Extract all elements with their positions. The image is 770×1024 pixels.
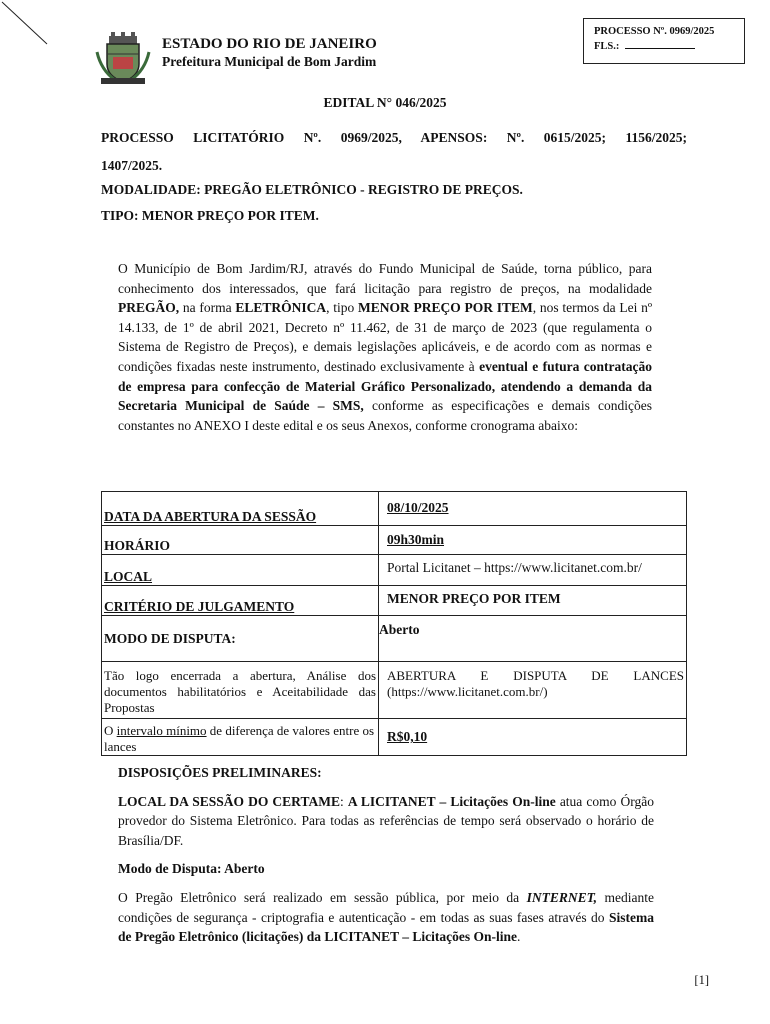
modo-disputa-heading: Modo de Disputa: Aberto xyxy=(118,861,265,877)
local-sessao-label: LOCAL DA SESSÃO DO CERTAME xyxy=(118,793,340,809)
disposicoes-section xyxy=(118,763,654,956)
table-value-modo-disputa: Aberto xyxy=(379,616,687,662)
corner-fold-line xyxy=(0,0,70,60)
prefeitura-name: Prefeitura Municipal de Bom Jardim xyxy=(162,54,377,69)
intervalo-text-pre: O xyxy=(104,723,117,738)
disposicoes-title: DISPOSIÇÕES PRELIMINARES: xyxy=(118,765,322,780)
modalidade-line: MODALIDADE: PREGÃO ELETRÔNICO - REGISTRO DE PREÇOS. xyxy=(101,182,523,197)
intervalo-text-post: de diferença de valores entre os lances xyxy=(104,723,375,754)
table-value-criterio: MENOR PREÇO POR ITEM xyxy=(379,586,687,616)
letterhead xyxy=(162,35,377,70)
process-stamp-box xyxy=(583,18,745,64)
local-sessao-sep: : xyxy=(339,793,348,809)
table-row xyxy=(102,555,687,586)
table-label-analise: Tão logo encerrada a abertura, Análise dos documentos habilitatórios e Aceitabilidade das Propostas xyxy=(102,662,379,719)
processo-line-1: PROCESSO LICITATÓRIO Nº. 0969/2025, APENSOS: Nº. 0615/2025; 1156/2025; xyxy=(101,130,687,145)
table-label-criterio: CRITÉRIO DE JULGAMENTO xyxy=(102,586,379,616)
main-paragraph xyxy=(118,259,652,435)
table-label-data-abertura: DATA DA ABERTURA DA SESSÃO xyxy=(102,492,379,526)
table-value-intervalo: R$0,10 xyxy=(379,719,687,756)
edital-title: EDITAL N° 046/2025 xyxy=(323,95,447,110)
table-label-modo-disputa: MODO DE DISPUTA: xyxy=(102,616,379,662)
para-text-2: na forma xyxy=(179,300,236,316)
page-number: [1] xyxy=(694,973,709,987)
local-sessao-paragraph xyxy=(118,792,654,851)
pregao-paragraph xyxy=(118,888,654,947)
table-row xyxy=(102,616,687,662)
para-text-4: , nos termos da Lei nº 14.133, de 1º de abril 2021, Decreto nº 11.462, de 31 de março de 2023 (que regulamenta o Sistema de Registro de Preços), e demais legislações aplicáveis, e de acordo com as normas e condições fixadas neste instrumento, destinado exclusivamente à xyxy=(118,300,653,374)
fls-blank-line xyxy=(625,39,695,49)
pregao-text-3: . xyxy=(516,929,521,945)
table-row xyxy=(102,662,687,719)
para-bold-pregao: PREGÃO, xyxy=(118,300,180,316)
table-value-data-abertura: 08/10/2025 xyxy=(379,492,687,526)
local-sessao-text: atua como Órgão provedor do Sistema Eletrônico. Para todas as referências de tempo será observado o horário de Brasília/DF. xyxy=(118,793,654,848)
fls-row xyxy=(594,39,744,54)
table-value-analise: ABERTURA E DISPUTA DE LANCES (https://www.licitanet.com.br/) xyxy=(379,662,687,719)
para-text-5: conforme as especificações e demais condições constantes no ANEXO I deste edital e os seus Anexos, conforme cronograma abaixo: xyxy=(118,398,652,433)
table-row xyxy=(102,526,687,555)
para-bold-eletronica: ELETRÔNICA xyxy=(235,300,327,316)
fls-label: FLS.: xyxy=(594,41,620,52)
table-row xyxy=(102,719,687,756)
licitanet-name: A LICITANET – Licitações On-line xyxy=(347,793,556,809)
para-text-3: , tipo xyxy=(326,300,359,316)
process-number: PROCESSO Nº. 0969/2025 xyxy=(594,26,715,37)
para-bold-menor-preco: MENOR PREÇO POR ITEM xyxy=(358,300,533,316)
table-row xyxy=(102,492,687,526)
internet-emphasis: INTERNET, xyxy=(526,889,598,905)
para-text-1: O Município de Bom Jardim/RJ, através do Fundo Municipal de Saúde, torna público, para conhecimento dos interessados, que fará licitação para registro de preços, na modalidade xyxy=(118,261,652,296)
para-bold-object: eventual e futura contratação de empresa para confecção de Material Gráfico Personalizado, atendendo a demanda da Secretaria Municipal de Saúde – SMS, xyxy=(118,358,652,414)
table-value-local: Portal Licitanet – https://www.licitanet.com.br/ xyxy=(379,555,687,586)
table-label-horario: HORÁRIO xyxy=(102,526,379,555)
municipal-crest-logo xyxy=(95,30,151,86)
sistema-pregao-name: Sistema de Pregão Eletrônico (licitações) da LICITANET – Licitações On-line xyxy=(118,909,654,945)
schedule-table xyxy=(101,491,687,756)
table-value-horario: 09h30min xyxy=(379,526,687,555)
table-row xyxy=(102,586,687,616)
processo-line-2: 1407/2025. xyxy=(101,158,163,173)
state-name: ESTADO DO RIO DE JANEIRO xyxy=(162,36,377,52)
intervalo-underlined: intervalo mínimo xyxy=(116,723,207,738)
pregao-text-2: mediante condições de segurança - criptografia e autenticação - em todas as suas fases através do xyxy=(118,889,654,925)
tipo-line: TIPO: MENOR PREÇO POR ITEM. xyxy=(101,208,319,223)
pregao-text-1: O Pregão Eletrônico será realizado em sessão pública, por meio da xyxy=(118,889,527,905)
table-label-local: LOCAL xyxy=(102,555,379,586)
table-label-intervalo xyxy=(102,719,379,756)
